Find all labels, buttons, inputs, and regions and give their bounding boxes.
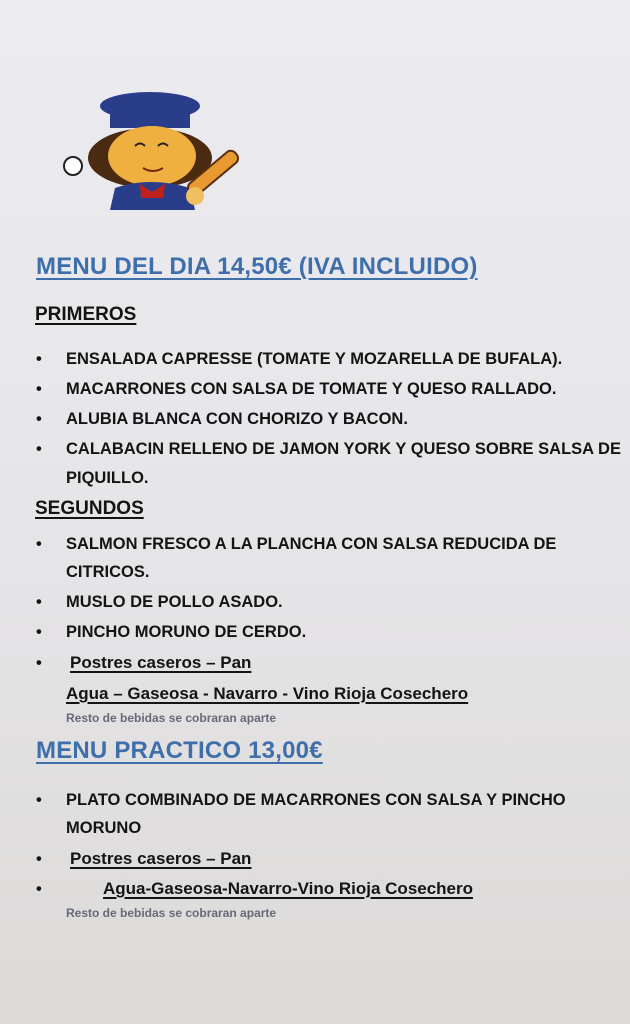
bullet: • bbox=[36, 380, 42, 398]
menu-del-dia-title: MENU DEL DIA 14,50€ (IVA INCLUIDO) bbox=[36, 253, 478, 280]
list-item bbox=[36, 648, 251, 678]
item-continuation: MORUNO bbox=[66, 819, 142, 837]
item-continuation: PIQUILLO. bbox=[66, 469, 149, 487]
list-item bbox=[36, 345, 562, 374]
list-item bbox=[36, 530, 556, 559]
list-item bbox=[36, 435, 621, 464]
list-item bbox=[36, 588, 283, 617]
item-text: ALUBIA BLANCA CON CHORIZO Y BACON. bbox=[66, 410, 408, 428]
item-text: MUSLO DE POLLO ASADO. bbox=[66, 593, 283, 611]
list-item bbox=[36, 618, 306, 647]
bebidas-text: Agua – Gaseosa - Navarro - Vino Rioja Cosechero bbox=[66, 684, 469, 703]
bullet: • bbox=[36, 850, 42, 868]
item-continuation: CITRICOS. bbox=[66, 563, 150, 581]
list-item bbox=[36, 405, 408, 434]
bebidas-text: Agua-Gaseosa-Navarro-Vino Rioja Cosechero bbox=[103, 879, 474, 898]
item-text: ENSALADA CAPRESSE (TOMATE Y MOZARELLA DE BUFALA). bbox=[66, 350, 563, 368]
primeros-heading: PRIMEROS bbox=[35, 304, 137, 325]
list-item bbox=[36, 874, 473, 904]
bullet: • bbox=[36, 623, 42, 641]
item-text: MACARRONES CON SALSA DE TOMATE Y QUESO RALLADO. bbox=[66, 380, 557, 398]
list-item bbox=[36, 786, 566, 815]
bullet: • bbox=[36, 654, 42, 672]
list-item bbox=[36, 844, 251, 874]
menu-practico-title: MENU PRACTICO 13,00€ bbox=[36, 737, 323, 764]
chef-logo bbox=[55, 88, 255, 213]
segundos-heading: SEGUNDOS bbox=[35, 498, 144, 519]
bebidas-note: Resto de bebidas se cobraran aparte bbox=[66, 906, 277, 920]
postres-text: Postres caseros – Pan bbox=[70, 653, 252, 672]
bullet: • bbox=[36, 535, 42, 553]
bullet: • bbox=[36, 350, 42, 368]
bullet: • bbox=[36, 791, 42, 809]
bullet: • bbox=[36, 410, 42, 428]
bullet: • bbox=[36, 880, 42, 898]
bebidas-note: Resto de bebidas se cobraran aparte bbox=[66, 711, 277, 725]
postres-text: Postres caseros – Pan bbox=[70, 849, 252, 868]
bullet: • bbox=[36, 593, 42, 611]
item-text: CALABACIN RELLENO DE JAMON YORK Y QUESO SOBRE SALSA DE bbox=[66, 440, 621, 458]
item-text: SALMON FRESCO A LA PLANCHA CON SALSA REDUCIDA DE bbox=[66, 535, 557, 553]
list-item bbox=[36, 375, 556, 404]
item-text: PINCHO MORUNO DE CERDO. bbox=[66, 623, 307, 641]
bullet: • bbox=[36, 440, 42, 458]
item-text: PLATO COMBINADO DE MACARRONES CON SALSA Y PINCHO bbox=[66, 791, 566, 809]
